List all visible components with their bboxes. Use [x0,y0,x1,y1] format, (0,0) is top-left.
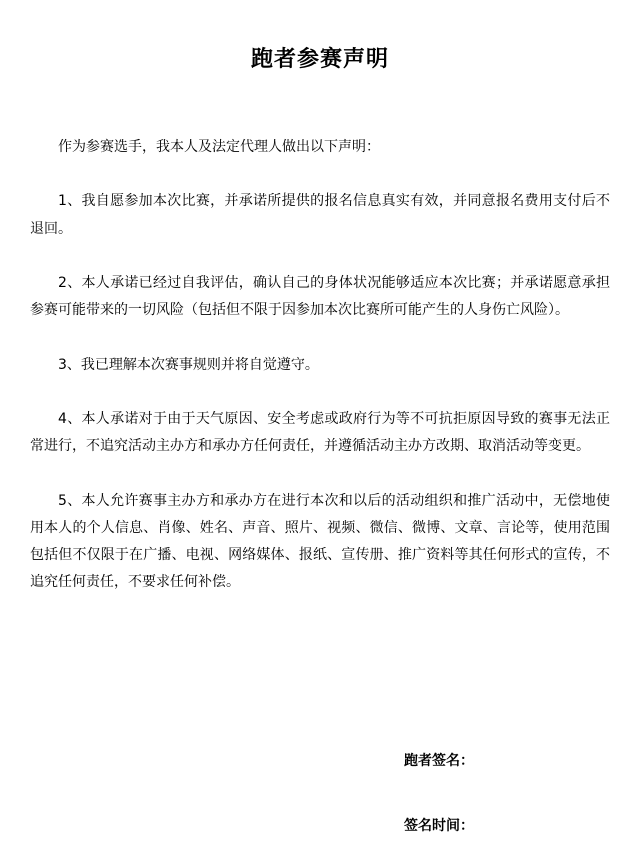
page-title: 跑者参赛声明 [250,47,389,72]
signature-date-label: 签名时间： [404,818,474,834]
clause-4: 4、本人承诺对于由于天气原因、安全考虑或政府行为等不可抗拒原因导致的赛事无法正常进行，不追究活动主办方和承办方任何责任，并遵循活动主办方改期、取消活动等变更。 [30,410,610,455]
declaration-body [30,134,610,596]
runner-signature-label: 跑者签名： [404,753,474,769]
clause-2: 2、本人承诺已经过自我评估，确认自己的身体状况能够适应本次比赛；并承诺愿意承担参赛可能带来的一切风险（包括但不限于因参加本次比赛所可能产生的人身伤亡风险）。 [30,274,610,319]
intro-paragraph: 作为参赛选手，我本人及法定代理人做出以下声明： [58,139,380,155]
clause-1: 1、我自愿参加本次比赛，并承诺所提供的报名信息真实有效，并同意报名费用支付后不退回。 [30,193,610,237]
clause-3: 3、我已理解本次赛事规则并将自觉遵守。 [58,356,319,373]
clause-5: 5、本人允许赛事主办方和承办方在进行本次和以后的活动组织和推广活动中，无偿地使用本人的个人信息、肖像、姓名、声音、照片、视频、微信、微博、文章、言论等，使用范围包括但不仅限于在广播、电视、网络媒体、报纸、宣传册、推广资料等其任何形式的宣传，不追究任何责任，不要求任何补偿。 [30,492,610,591]
